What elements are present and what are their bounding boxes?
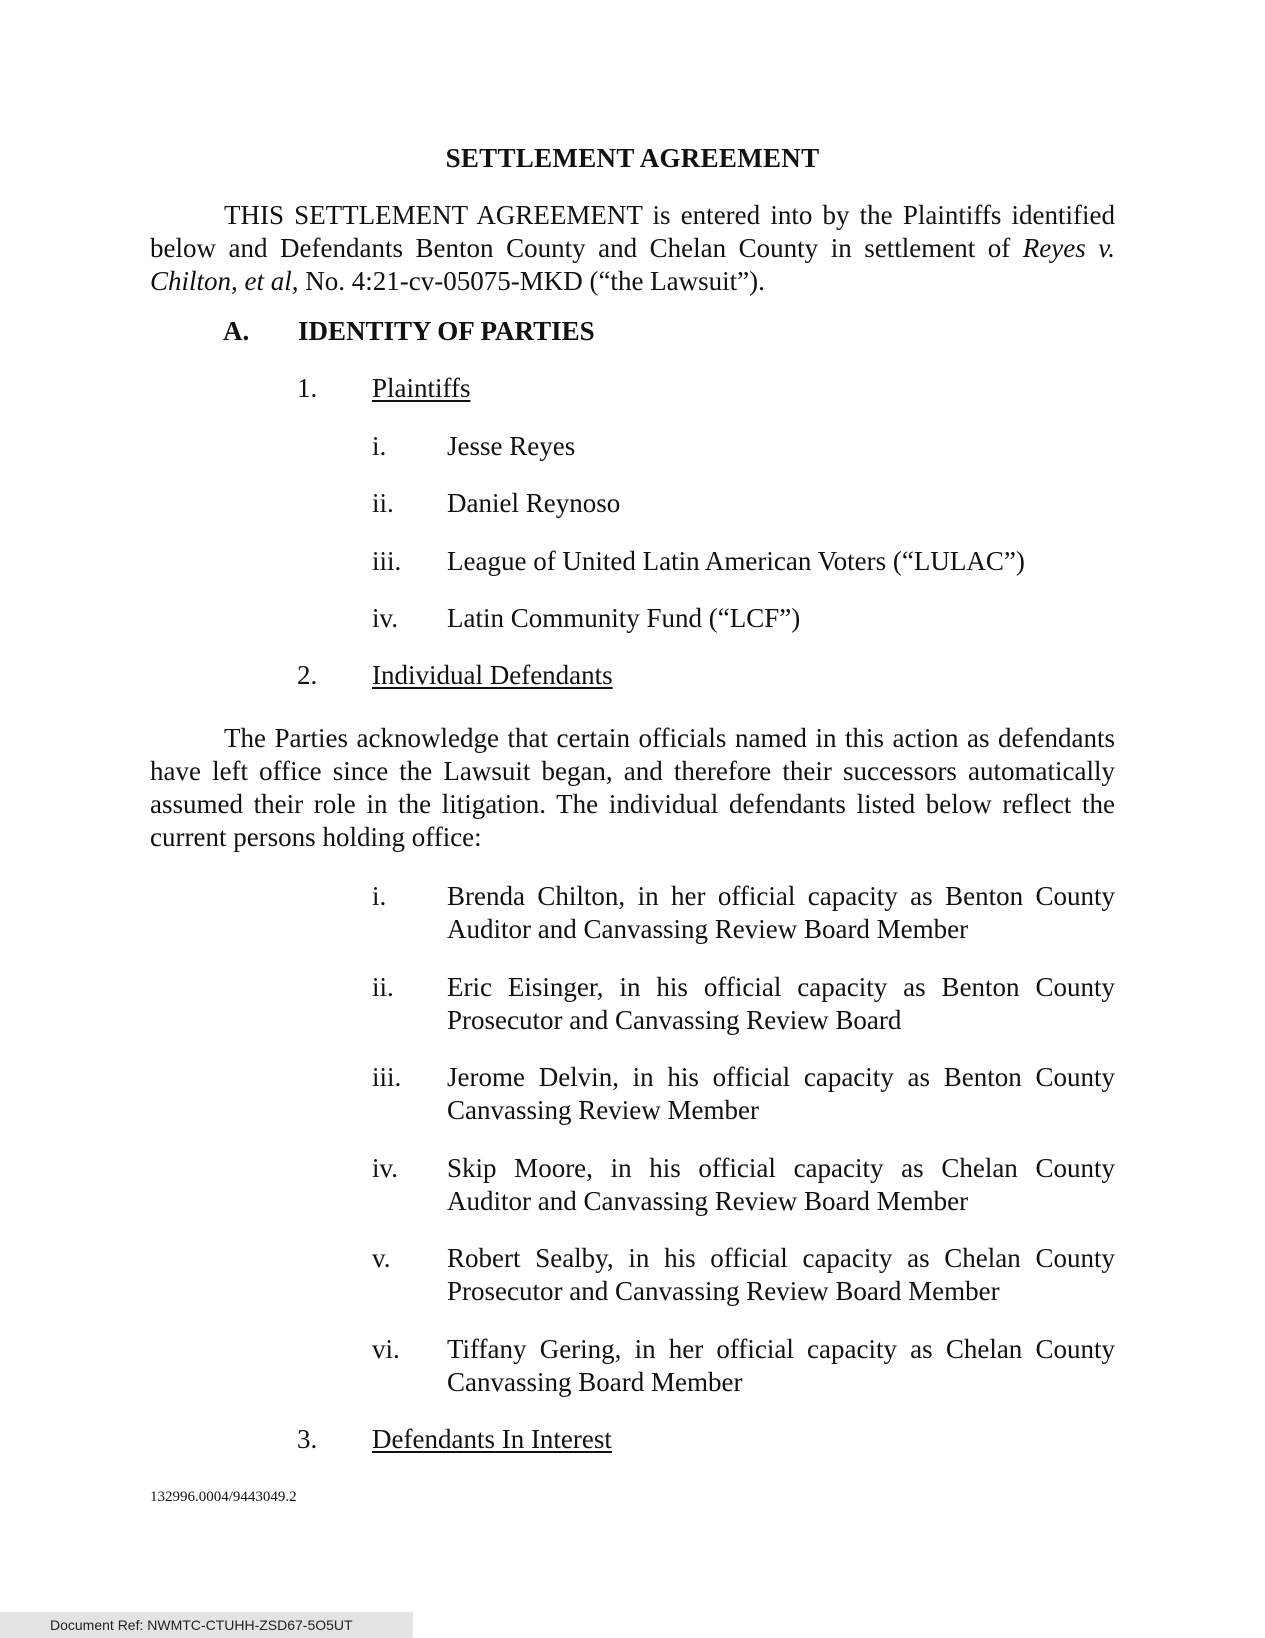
plaintiff-item-number: iii. [372, 546, 402, 576]
plaintiff-item-text: Latin Community Fund (“LCF”) [447, 603, 801, 633]
defendants-in-interest-title: Defendants In Interest [372, 1424, 612, 1454]
plaintiff-item-text: Daniel Reynoso [447, 488, 621, 518]
defendant-item-text: Brenda Chilton, in her official capacity as Benton County Auditor and Canvassing Review Board Member [447, 881, 1115, 944]
plaintiff-item-text: Jesse Reyes [447, 431, 576, 461]
intro-text-part2: No. 4:21-cv-05075-MKD (“the Lawsuit”). [298, 266, 765, 296]
document-ref-label: Document Ref: NWMTC-CTUHH-ZSD67-5O5UT [0, 1612, 413, 1638]
case-name: Reyes v. Chilton, et al, [150, 233, 1116, 296]
defendant-item-text: Robert Sealby, in his official capacity as Chelan County Prosecutor and Canvassing Review Board Member [447, 1243, 1115, 1306]
document-title: SETTLEMENT AGREEMENT [445, 143, 820, 173]
section-a-number: A. [223, 316, 250, 346]
individual-defendants-number: 2. [297, 660, 318, 690]
intro-paragraph [150, 199, 1115, 298]
plaintiff-item-text: League of United Latin American Voters (“LULAC”) [447, 546, 1025, 576]
defendant-item-number: ii. [372, 972, 394, 1002]
individual-defendants-title: Individual Defendants [372, 660, 613, 690]
section-a-title: IDENTITY OF PARTIES [298, 316, 595, 346]
defendant-item-number: iv. [372, 1153, 398, 1183]
plaintiffs-title: Plaintiffs [372, 373, 471, 403]
acknowledgement-paragraph: The Parties acknowledge that certain officials named in this action as defendants have left office since the Lawsuit began, and therefore their successors automatically assumed their role in the litigation. The individual defendants listed below reflect the current persons holding office: [150, 723, 1115, 852]
defendant-item-text: Skip Moore, in his official capacity as Chelan County Auditor and Canvassing Review Board Member [447, 1153, 1115, 1216]
defendant-item-number: i. [372, 881, 387, 911]
defendant-item-number: vi. [372, 1334, 400, 1364]
defendant-item-number: v. [372, 1243, 391, 1273]
footer-reference-number: 132996.0004/9443049.2 [150, 1489, 297, 1505]
intro-text-part1: THIS SETTLEMENT AGREEMENT is entered into by the Plaintiffs identified below and Defendants Benton County and Chelan County in settlement of [150, 200, 1115, 263]
plaintiffs-number: 1. [297, 373, 318, 403]
defendant-item-text: Tiffany Gering, in her official capacity as Chelan County Canvassing Board Member [447, 1334, 1115, 1397]
plaintiff-item-number: ii. [372, 488, 394, 518]
plaintiff-item-number: iv. [372, 603, 398, 633]
defendant-item-number: iii. [372, 1062, 402, 1092]
defendant-item-text: Eric Eisinger, in his official capacity as Benton County Prosecutor and Canvassing Review Board [447, 972, 1115, 1035]
defendant-item-text: Jerome Delvin, in his official capacity as Benton County Canvassing Review Member [447, 1062, 1115, 1125]
defendants-in-interest-number: 3. [297, 1424, 318, 1454]
plaintiff-item-number: i. [372, 431, 387, 461]
